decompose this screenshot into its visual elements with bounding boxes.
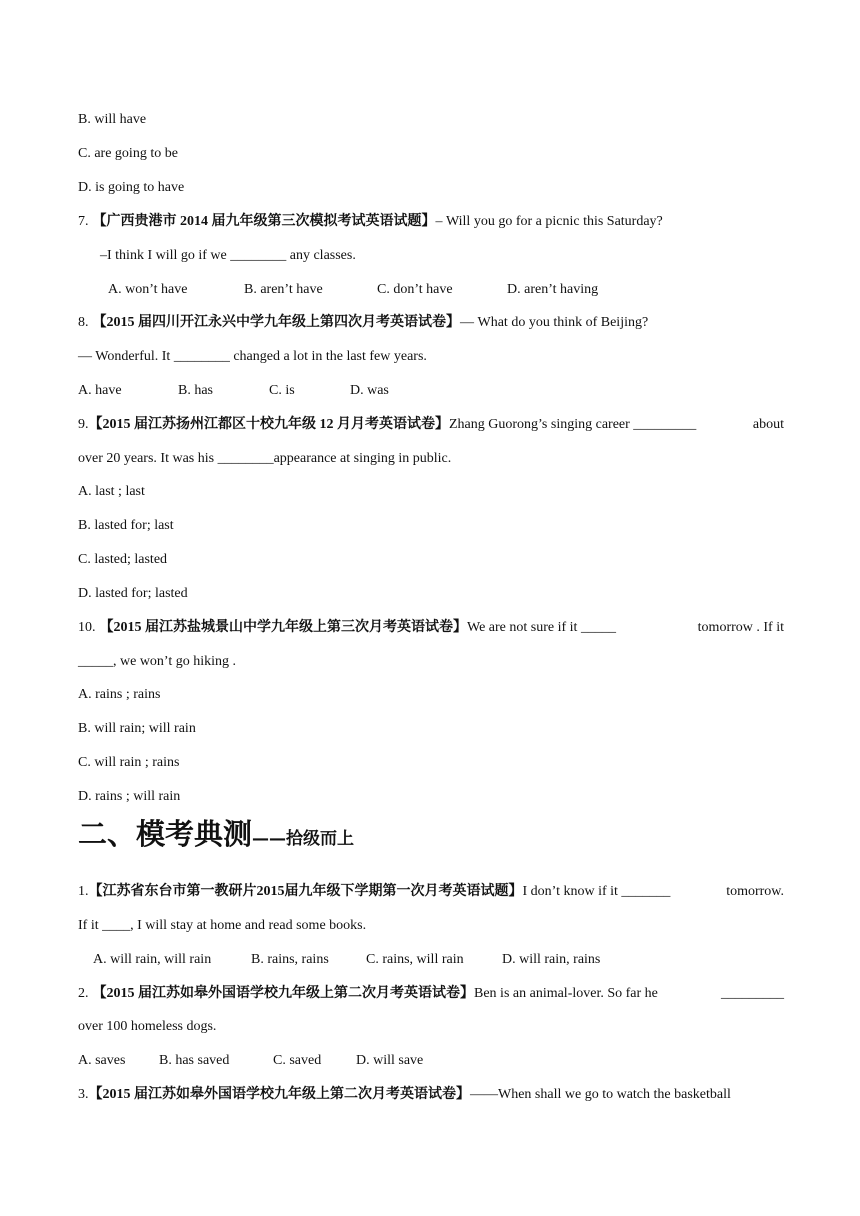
s2q2-question: Ben is an animal-lover. So far he [474, 986, 658, 1001]
q8-question: — What do you think of Beijing? [460, 315, 649, 330]
s2q1-options [93, 951, 600, 969]
q10-option-c: C. will rain ; rains [78, 755, 180, 770]
q8-line2: — Wonderful. It ________ changed a lot in the last few years. [78, 349, 427, 364]
s2q1-option-c: C. rains, will rain [366, 952, 464, 967]
s2q1-option-b: B. rains, rains [251, 952, 329, 967]
s2q2-options [78, 1052, 423, 1070]
q10-question-end: tomorrow . If it [697, 620, 784, 635]
q7-option-c: C. don’t have [377, 282, 453, 297]
s2q1-source: 【江苏省东台市第一教研片2015届九年级下学期第一次月考英语试题】 [88, 884, 523, 899]
q7-option-b: B. aren’t have [244, 282, 323, 297]
q6-option-b: B. will have [78, 112, 147, 127]
q9-number: 9. [78, 417, 89, 432]
q8-options [78, 382, 389, 400]
q9-question: Zhang Guorong’s singing career _________ [449, 417, 697, 432]
q8-number: 8. [78, 315, 89, 330]
s2q2-question-end: _________ [721, 986, 784, 1001]
q10-stem [78, 619, 784, 637]
s2q1-question: I don’t know if it _______ [522, 884, 671, 899]
q7-option-a: A. won’t have [108, 282, 188, 297]
q8-option-d: D. was [350, 383, 389, 398]
s2q2-stem [78, 985, 784, 1003]
q9-option-a: A. last ; last [78, 484, 145, 499]
q8-source: 【2015 届四川开江永兴中学九年级上第四次月考英语试卷】 [92, 315, 460, 330]
s2q2-option-a: A. saves [78, 1053, 126, 1068]
q10-source: 【2015 届江苏盐城景山中学九年级上第三次月考英语试卷】 [99, 620, 467, 635]
q10-option-d: D. rains ; will rain [78, 789, 181, 804]
q9-question-end: about [752, 417, 784, 432]
q9-option-b: B. lasted for; last [78, 518, 174, 533]
q7-option-d: D. aren’t having [507, 282, 599, 297]
s2q3-source: 【2015 届江苏如皋外国语学校九年级上第二次月考英语试卷】 [88, 1087, 470, 1102]
s2q3-question: ——When shall we go to watch the basketball [470, 1087, 731, 1102]
q6-option-c: C. are going to be [78, 146, 178, 161]
q9-source: 【2015 届江苏扬州江都区十校九年级 12 月月考英语试卷】 [88, 417, 449, 432]
q10-number: 10. [78, 620, 96, 635]
s2q1-number: 1. [78, 884, 89, 899]
section-title: 二、模考典测 [78, 817, 253, 851]
q7-line2: –I think I will go if we ________ any classes. [100, 248, 356, 263]
q10-line2: _____, we won’t go hiking . [78, 654, 237, 669]
s2q3-number: 3. [78, 1087, 89, 1102]
q8-option-a: A. have [78, 383, 122, 398]
q7-source: 【广西贵港市 2014 届九年级第三次模拟考试英语试题】 [92, 214, 436, 229]
q8-option-b: B. has [178, 383, 213, 398]
s2q2-option-c: C. saved [273, 1053, 322, 1068]
s2q1-stem [78, 883, 784, 901]
s2q2-option-b: B. has saved [159, 1053, 230, 1068]
q8-stem [78, 314, 648, 332]
q9-option-d: D. lasted for; lasted [78, 586, 188, 601]
q10-question: We are not sure if it _____ [467, 620, 616, 635]
q7-question: – Will you go for a picnic this Saturday? [435, 214, 663, 229]
s2q2-number: 2. [78, 986, 89, 1001]
q8-option-c: C. is [269, 383, 295, 398]
s2q1-question-end: tomorrow. [726, 884, 784, 899]
q6-option-d: D. is going to have [78, 180, 185, 195]
q9-stem [78, 416, 784, 434]
q9-option-c: C. lasted; lasted [78, 552, 168, 567]
q10-option-a: A. rains ; rains [78, 687, 161, 702]
section-heading [78, 812, 354, 861]
section-subtitle: ——拾级而上 [252, 829, 355, 849]
s2q1-option-a: A. will rain, will rain [93, 952, 212, 967]
s2q2-option-d: D. will save [356, 1053, 424, 1068]
q7-stem [78, 213, 663, 231]
s2q3-stem [78, 1086, 784, 1104]
s2q2-line2: over 100 homeless dogs. [78, 1019, 217, 1034]
s2q1-option-d: D. will rain, rains [502, 952, 601, 967]
s2q2-source: 【2015 届江苏如皋外国语学校九年级上第二次月考英语试卷】 [92, 986, 474, 1001]
q7-number: 7. [78, 214, 89, 229]
s2q1-line2: If it ____, I will stay at home and read some books. [78, 918, 367, 933]
q10-option-b: B. will rain; will rain [78, 721, 196, 736]
q9-line2: over 20 years. It was his ________appearance at singing in public. [78, 451, 452, 466]
q7-options [108, 281, 598, 299]
